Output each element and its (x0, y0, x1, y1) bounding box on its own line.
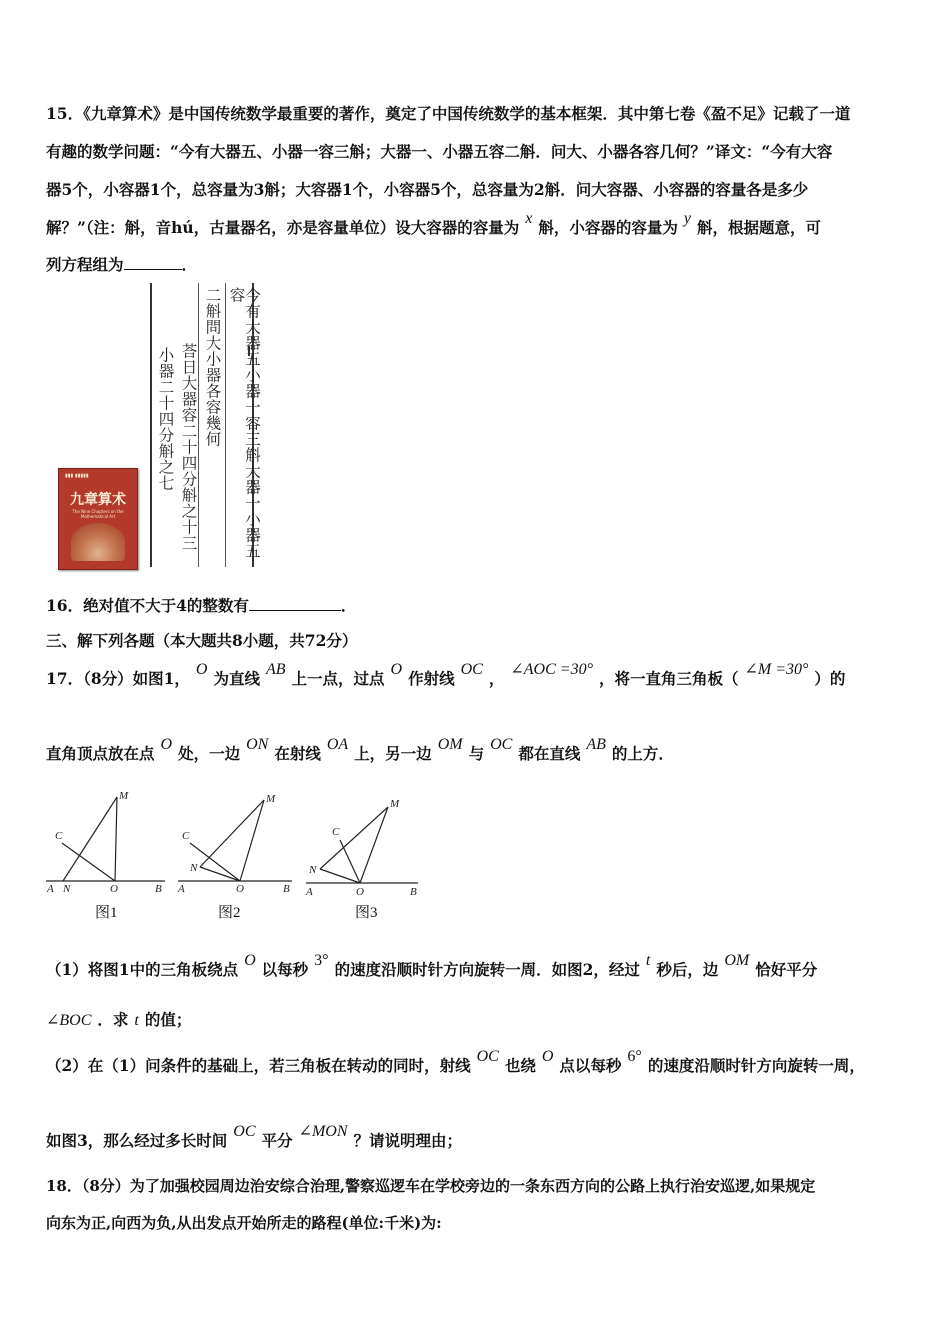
fig1-label-N: N (63, 883, 71, 895)
figure-3-caption: 图3 (355, 905, 378, 921)
q17-sub2-line-2: 如图3，那么经过多长时间 OC 平分 ∠MON ？请说明理由； (46, 1123, 463, 1150)
fig1-label-B: B (155, 883, 162, 895)
book-cover-image: ▮▮▮ ▮▮▮▮▮ 九章算术 The Nine Chapters on the Mathematical Art (58, 468, 138, 570)
ancient-scroll (150, 283, 261, 567)
fig3-label-M: M (390, 798, 400, 810)
q15-line-4: 解？”（注：斛，音hú，古量器名，亦是容量单位）设大容器的容量为 x 斛，小容器的容量为 y 斛，根据题意，可 (46, 210, 821, 237)
fig3-label-N: N (309, 864, 317, 876)
fig2-label-O: O (236, 883, 244, 895)
scroll-column-1: 今有大器五小器一容三斛大器一小器五容 (227, 287, 261, 559)
section-3-title: 三、解下列各题（本大题共8小题，共72分） (46, 631, 358, 650)
q18-line-1: 18．（8分）为了加强校园周边治安综合治理,警察巡逻车在学校旁边的一条东西方向的公路上执行治安巡逻,如果规定 (46, 1177, 816, 1195)
figure-3 (306, 807, 418, 883)
fig3-label-B: B (410, 886, 417, 898)
fig3-label-O: O (356, 886, 364, 898)
q17-sub1-line-1: （1）将图1中的三角板绕点 O 以每秒 3° 的速度沿顺时针方向旋转一周．如图2，经过 t 秒后，边 OM 恰好平分 (46, 952, 818, 979)
book-title: 九章算术 (70, 492, 126, 508)
fig2-label-C: C (182, 830, 190, 842)
book-subtitle: The Nine Chapters on the Mathematical Art (72, 509, 124, 519)
q17-line-2: 直角顶点放在点 O 处，一边 ON 在射线 OA 上，另一边 OM 与 OC 都在直线 AB 的上方． (46, 736, 674, 763)
q18-line-2: 向东为正,向西为负,从出发点开始所走的路程(单位:千米)为: (46, 1214, 442, 1232)
figure-1 (46, 797, 165, 881)
figure-1-caption: 图1 (95, 905, 118, 921)
answer-blank-16[interactable] (249, 596, 341, 611)
fig2-label-A: A (178, 883, 185, 895)
fig3-label-C: C (332, 826, 340, 838)
book-ornament (71, 523, 125, 561)
answer-blank-15[interactable] (124, 255, 182, 270)
q17-sub1-line-2: ∠BOC ．求 t 的值； (46, 1010, 192, 1029)
q17-line-1: 17．（8分）如图1， O 为直线 AB 上一点，过点 O 作射线 OC ， ∠AOC =30° ，将一直角三角板（ ∠M =30° ）的 (46, 661, 846, 688)
fig1-label-M: M (119, 790, 129, 802)
scroll-column-3: 荅日大器容二十四分斛之十三 (179, 343, 198, 551)
fig1-label-O: O (110, 883, 118, 895)
q16-line: 16．绝对值不大于4的整数有 ． (46, 596, 357, 615)
fig1-label-C: C (55, 830, 63, 842)
fig1-label-A: A (47, 883, 54, 895)
fig2-label-N: N (190, 862, 198, 874)
scroll-column-2: 二斛問大小器各容幾何 (203, 287, 222, 447)
fig2-label-M: M (266, 793, 276, 805)
scroll-column-4: 小器二十四分斛之七 (156, 347, 175, 491)
q15-line-2: 有趣的数学问题：“今有大器五、小器一容三斛；大器一、小器五容二斛．问大、小器各容几何？”译文：“今有大容 (46, 142, 833, 161)
figure-2-caption: 图2 (218, 905, 241, 921)
q15-line-1: 15．《九章算术》是中国传统数学最重要的著作，奠定了中国传统数学的基本框架．其中第七卷《盈不足》记载了一道 (46, 104, 851, 123)
q15-line-5: 列方程组为 ． (46, 255, 198, 274)
q15-line-3: 器5个，小容器1个，总容量为3斛；大容器1个，小容器5个，总容量为2斛．问大容器、小容器的容量各是多少 (46, 180, 809, 199)
q17-sub2-line-1: （2）在（1）问条件的基础上，若三角板在转动的同时，射线 OC 也绕 O 点以每秒 6° 的速度沿顺时针方向旋转一周， (46, 1048, 865, 1075)
fig3-label-A: A (306, 886, 313, 898)
q17-figures (0, 785, 950, 925)
fig2-label-B: B (283, 883, 290, 895)
